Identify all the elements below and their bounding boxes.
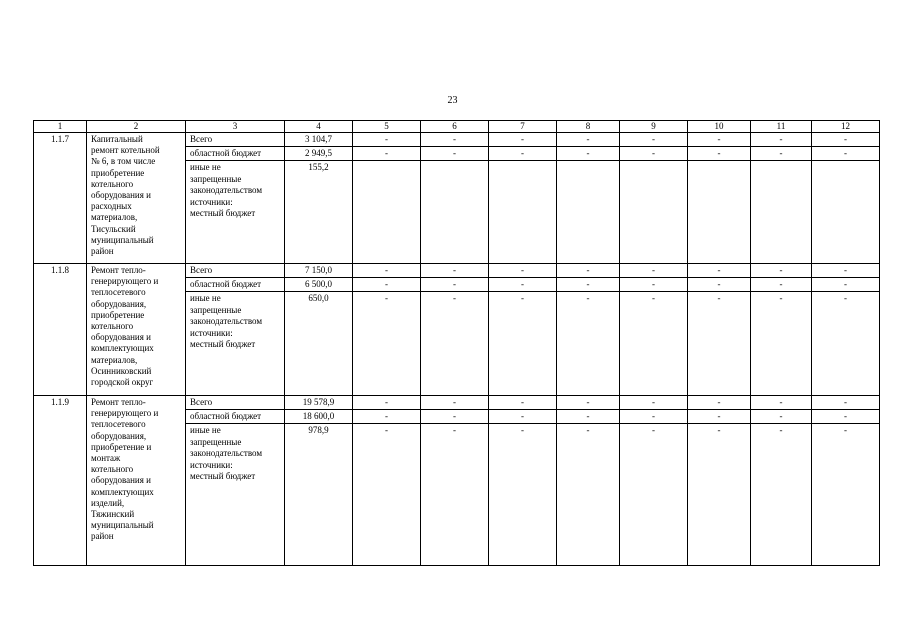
description-line: оборудования, xyxy=(91,298,147,309)
total-amount: 18 600,0 xyxy=(285,410,353,424)
description-line: Тисульский xyxy=(91,223,136,234)
description-line: оборудования и xyxy=(91,190,151,201)
funding-source-line: запрещенные xyxy=(190,436,242,447)
funding-source-line: источники: xyxy=(190,196,233,207)
column-header: 10 xyxy=(688,121,751,133)
row-code: 1.1.9 xyxy=(34,396,87,566)
description-line: оборудования, xyxy=(91,430,147,441)
year-amount: - xyxy=(751,147,812,161)
funding-source-line: запрещенные xyxy=(190,173,242,184)
year-amount xyxy=(812,161,880,264)
funding-source-line: иные не xyxy=(190,162,221,172)
year-amount: - xyxy=(812,292,880,396)
column-header: 4 xyxy=(285,121,353,133)
total-amount: 978,9 xyxy=(285,424,353,566)
description-line: Ремонт тепло- xyxy=(91,265,146,275)
table-row xyxy=(34,264,880,278)
column-header-row xyxy=(34,121,880,133)
funding-source-line: Всего xyxy=(190,134,213,144)
funding-source-label xyxy=(186,292,285,396)
description-line: оборудования и xyxy=(91,332,151,343)
description-line: расходных xyxy=(91,201,132,212)
funding-source-label xyxy=(186,161,285,264)
description-line: Ремонт тепло- xyxy=(91,397,146,407)
year-amount: - xyxy=(688,278,751,292)
year-amount: - xyxy=(620,396,688,410)
year-amount: - xyxy=(421,264,489,278)
year-amount: - xyxy=(812,278,880,292)
table-body xyxy=(34,121,880,566)
description-line: генерирующего и xyxy=(91,276,159,287)
row-description xyxy=(87,396,186,566)
table-row xyxy=(34,133,880,147)
description-line: № 6, в том числе xyxy=(91,156,156,167)
description-line: монтаж xyxy=(91,453,121,464)
funding-source-label xyxy=(186,410,285,424)
year-amount: - xyxy=(353,147,421,161)
year-amount: - xyxy=(688,147,751,161)
year-amount: - xyxy=(353,264,421,278)
year-amount: - xyxy=(751,396,812,410)
year-amount: - xyxy=(557,292,620,396)
funding-source-line: областной бюджет xyxy=(190,279,262,289)
year-amount: - xyxy=(620,278,688,292)
description-line: котельного xyxy=(91,464,134,475)
funding-source-label xyxy=(186,133,285,147)
funding-source-line: законодательством xyxy=(190,448,263,458)
funding-source-label xyxy=(186,147,285,161)
funding-source-label xyxy=(186,264,285,278)
year-amount: - xyxy=(421,133,489,147)
table-row xyxy=(34,396,880,410)
year-amount: - xyxy=(353,410,421,424)
year-amount: - xyxy=(620,264,688,278)
column-header: 5 xyxy=(353,121,421,133)
year-amount: - xyxy=(489,133,557,147)
total-amount: 155,2 xyxy=(285,161,353,264)
year-amount: - xyxy=(489,147,557,161)
row-description xyxy=(87,133,186,264)
year-amount: - xyxy=(353,396,421,410)
funding-source-line: иные не xyxy=(190,425,221,435)
funding-source-line: областной бюджет xyxy=(190,148,262,158)
total-amount: 19 578,9 xyxy=(285,396,353,410)
year-amount: - xyxy=(353,133,421,147)
year-amount: - xyxy=(812,396,880,410)
funding-source-label xyxy=(186,278,285,292)
column-header: 2 xyxy=(87,121,186,133)
description-line: материалов, xyxy=(91,354,138,365)
description-line: район xyxy=(91,531,114,542)
year-amount: - xyxy=(489,396,557,410)
year-amount: - xyxy=(557,133,620,147)
column-header: 6 xyxy=(421,121,489,133)
year-amount: - xyxy=(489,424,557,566)
year-amount: - xyxy=(688,292,751,396)
column-header: 3 xyxy=(186,121,285,133)
year-amount: - xyxy=(620,292,688,396)
year-amount: - xyxy=(557,264,620,278)
funding-source-line: иные не xyxy=(190,293,221,303)
description-line: теплосетевого xyxy=(91,287,146,298)
funding-source-line: источники: xyxy=(190,327,233,338)
column-header: 12 xyxy=(812,121,880,133)
year-amount: - xyxy=(812,264,880,278)
description-line: Осинниковский xyxy=(91,365,152,376)
description-line: приобретение и xyxy=(91,441,152,452)
column-header: 1 xyxy=(34,121,87,133)
year-amount: - xyxy=(557,424,620,566)
funding-source-label xyxy=(186,424,285,566)
total-amount: 650,0 xyxy=(285,292,353,396)
year-amount: - xyxy=(812,424,880,566)
year-amount: - xyxy=(489,292,557,396)
description-line: оборудования и xyxy=(91,475,151,486)
row-code: 1.1.8 xyxy=(34,264,87,396)
budget-table xyxy=(33,120,880,566)
funding-source-line: местный бюджет xyxy=(190,208,256,218)
year-amount xyxy=(688,161,751,264)
column-header: 8 xyxy=(557,121,620,133)
year-amount: - xyxy=(751,278,812,292)
description-line: котельного xyxy=(91,178,134,189)
year-amount: - xyxy=(421,292,489,396)
year-amount: - xyxy=(557,147,620,161)
year-amount: - xyxy=(812,147,880,161)
funding-source-line: местный бюджет xyxy=(190,339,256,349)
year-amount: - xyxy=(353,424,421,566)
year-amount: - xyxy=(489,278,557,292)
row-code: 1.1.7 xyxy=(34,133,87,264)
year-amount: - xyxy=(688,410,751,424)
year-amount: - xyxy=(620,147,688,161)
funding-source-line: областной бюджет xyxy=(190,411,262,421)
column-header: 7 xyxy=(489,121,557,133)
year-amount xyxy=(421,161,489,264)
year-amount xyxy=(620,161,688,264)
description-line: Тяжинский xyxy=(91,509,135,520)
year-amount: - xyxy=(421,396,489,410)
page-number: 23 xyxy=(447,95,458,106)
year-amount: - xyxy=(812,410,880,424)
year-amount: - xyxy=(688,264,751,278)
funding-source-label xyxy=(186,396,285,410)
year-amount: - xyxy=(751,424,812,566)
column-header: 9 xyxy=(620,121,688,133)
funding-source-line: источники: xyxy=(190,459,233,470)
total-amount: 6 500,0 xyxy=(285,278,353,292)
year-amount: - xyxy=(421,278,489,292)
year-amount: - xyxy=(421,410,489,424)
year-amount: - xyxy=(557,410,620,424)
year-amount: - xyxy=(688,424,751,566)
funding-source-line: местный бюджет xyxy=(190,471,256,481)
description-line: материалов, xyxy=(91,212,138,223)
year-amount: - xyxy=(421,424,489,566)
year-amount xyxy=(751,161,812,264)
description-line: комплектующих xyxy=(91,343,154,354)
year-amount: - xyxy=(489,264,557,278)
description-line: приобретение xyxy=(91,309,145,320)
year-amount: - xyxy=(620,424,688,566)
funding-source-line: запрещенные xyxy=(190,304,242,315)
total-amount: 3 104,7 xyxy=(285,133,353,147)
description-line: теплосетевого xyxy=(91,419,146,430)
description-line: изделий, xyxy=(91,497,125,508)
funding-source-line: законодательством xyxy=(190,316,263,326)
year-amount: - xyxy=(812,133,880,147)
year-amount: - xyxy=(751,292,812,396)
year-amount xyxy=(353,161,421,264)
description-line: комплектующих xyxy=(91,486,154,497)
description-line: приобретение xyxy=(91,167,145,178)
funding-source-line: законодательством xyxy=(190,185,263,195)
description-line: муниципальный xyxy=(91,520,154,531)
year-amount: - xyxy=(688,396,751,410)
year-amount xyxy=(489,161,557,264)
funding-source-line: Всего xyxy=(190,265,213,275)
year-amount: - xyxy=(421,147,489,161)
year-amount: - xyxy=(688,133,751,147)
funding-source-line: Всего xyxy=(190,397,213,407)
total-amount: 2 949,5 xyxy=(285,147,353,161)
year-amount xyxy=(557,161,620,264)
year-amount: - xyxy=(353,292,421,396)
description-line: Капитальный xyxy=(91,134,143,144)
year-amount: - xyxy=(751,264,812,278)
row-description xyxy=(87,264,186,396)
year-amount: - xyxy=(557,278,620,292)
total-amount: 7 150,0 xyxy=(285,264,353,278)
description-line: ремонт котельной xyxy=(91,145,160,156)
year-amount: - xyxy=(557,396,620,410)
year-amount: - xyxy=(620,133,688,147)
description-line: район xyxy=(91,246,114,257)
description-line: генерирующего и xyxy=(91,408,159,419)
description-line: городской округ xyxy=(91,377,154,388)
year-amount: - xyxy=(489,410,557,424)
year-amount: - xyxy=(620,410,688,424)
description-line: котельного xyxy=(91,321,134,332)
year-amount: - xyxy=(751,133,812,147)
column-header: 11 xyxy=(751,121,812,133)
description-line: муниципальный xyxy=(91,234,154,245)
year-amount: - xyxy=(353,278,421,292)
year-amount: - xyxy=(751,410,812,424)
